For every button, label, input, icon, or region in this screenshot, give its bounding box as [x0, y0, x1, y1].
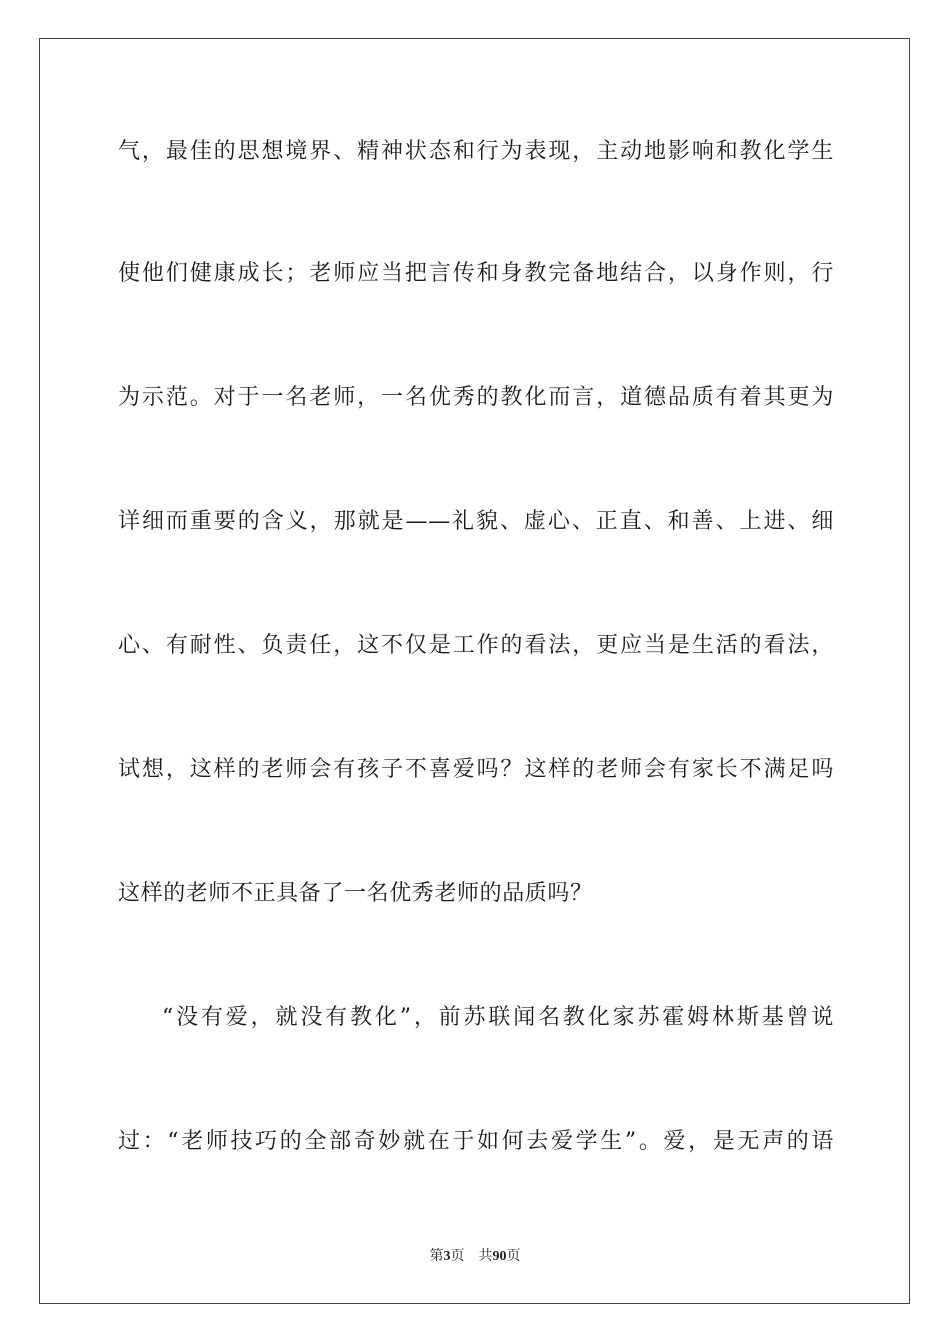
body-text-line: 气，最佳的思想境界、精神状态和行为表现，主动地影响和教化学生 [118, 139, 834, 164]
body-text-line: 为示范。对于一名老师，一名优秀的教化而言，道德品质有着其更为 [118, 385, 834, 410]
paragraph-first-line: “没有爱，就没有教化”，前苏联闻名教化家苏霍姆林斯基曾说 [162, 1005, 834, 1030]
body-text-line: 这样的老师不正具备了一名优秀老师的品质吗？ [118, 881, 593, 906]
page-suffix: 页 [450, 1248, 465, 1264]
page-prefix: 第 [429, 1248, 444, 1264]
total-prefix: 共 [478, 1248, 493, 1264]
page-number: 3 [443, 1249, 451, 1264]
total-pages: 90 [492, 1249, 507, 1264]
total-suffix: 页 [506, 1248, 521, 1264]
body-text-line: 心、有耐性、负责任，这不仅是工作的看法，更应当是生活的看法， [118, 633, 834, 658]
body-text-line: 详细而重要的含义，那就是——礼貌、虚心、正直、和善、上进、细 [118, 509, 834, 534]
page-footer [0, 1247, 950, 1266]
body-text-line: 过：“老师技巧的全部奇妙就在于如何去爱学生”。爱，是无声的语 [118, 1129, 834, 1154]
page-border [39, 38, 910, 1304]
body-text-line: 使他们健康成长；老师应当把言传和身教完备地结合，以身作则，行 [118, 261, 834, 286]
body-text-line: 试想，这样的老师会有孩子不喜爱吗？这样的老师会有家长不满足吗 [118, 757, 834, 782]
